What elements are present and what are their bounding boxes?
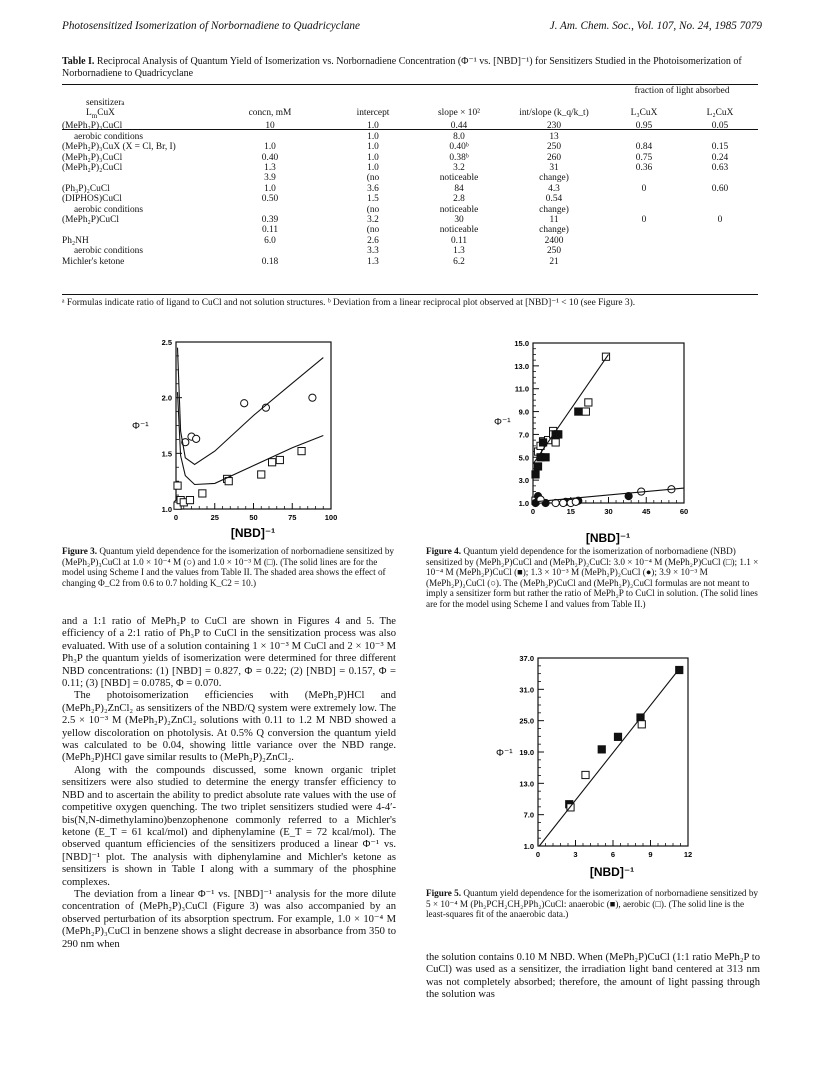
data-point-open-square [258, 471, 265, 478]
data-point-open-square [582, 408, 589, 415]
fig3-ylabel: Φ⁻¹ [132, 421, 149, 432]
table-header-slope: slope × 10² [438, 108, 480, 118]
table-cell: 0.50 [261, 194, 279, 205]
y-tick-label: 7.0 [523, 810, 534, 820]
table-header-l3cux: L₃CuX [630, 108, 658, 118]
y-tick-label: 1.5 [161, 449, 172, 459]
table-cell-sensitizer: (MePh₂P)₂CuCl [62, 162, 123, 173]
table-cell: 1.3 [453, 246, 465, 257]
y-tick-label: 3.0 [518, 476, 529, 486]
table-header-l2cux: L₂CuX [706, 108, 734, 118]
data-point-filled-square [532, 471, 539, 478]
table-cell: 13 [549, 131, 559, 142]
table-cell-sensitizer: aerobic conditions [74, 204, 143, 215]
data-point-open-square [269, 459, 276, 466]
figure-3-caption [62, 546, 396, 588]
y-tick-label: 9.0 [518, 407, 529, 417]
table-caption-label: Table I. [62, 56, 95, 67]
table-row [62, 246, 758, 256]
x-tick-label: 0 [173, 513, 179, 522]
table-row [62, 236, 758, 246]
data-point-filled-square [614, 733, 621, 740]
table-cell: 1.0 [264, 142, 276, 153]
table-cell: (no [366, 204, 380, 215]
y-tick-label: 13.0 [519, 779, 534, 789]
body-paragraph: the solution contains 0.10 M NBD. When (MePh₂P)CuCl (1:1 ratio MePh₂P to CuCl) was used as a sensitizer, the irradiation light band centered at 313 nm was not completely absorbed; therefore, the amount of light passing through the solution was [426, 952, 760, 1001]
table-cell: 0.44 [450, 121, 468, 132]
table-cell: 0.38ᵇ [449, 152, 469, 163]
table-row [62, 225, 758, 235]
table-cell: 250 [546, 142, 562, 153]
table-cell: noticeable [439, 204, 479, 215]
fig4-xlabel: [NBD]⁻¹ [585, 531, 631, 545]
table-cell: 11 [549, 214, 559, 225]
table-cell: 0 [641, 183, 647, 194]
table-cell: 0.54 [545, 194, 563, 205]
table-top-rule [62, 84, 758, 85]
data-point-filled-square [575, 408, 582, 415]
fit-line [533, 354, 609, 464]
body-left-column [62, 616, 396, 951]
table-cell-sensitizer [62, 225, 210, 235]
y-tick-label: 5.0 [518, 453, 529, 463]
table-cell [682, 225, 758, 235]
table-cell: 1.0 [367, 162, 379, 173]
table-cell-sensitizer: (MePh₂P)₃CuX (X = Cl, Br, I) [62, 142, 176, 153]
data-point-open-square [276, 456, 283, 463]
table-cell [606, 236, 682, 246]
table-cell: 6.2 [453, 256, 465, 267]
table-cell: 3.9 [264, 173, 276, 184]
y-tick-label: 2.0 [161, 393, 172, 403]
table-cell: 230 [546, 121, 562, 132]
y-tick-label: 25.0 [519, 716, 534, 726]
fig3-caption-label: Figure 3. [62, 546, 98, 556]
table-cell [682, 173, 758, 183]
table-cell: 3.6 [367, 183, 379, 194]
table-cell: noticeable [439, 173, 479, 184]
y-tick-label: 11.0 [514, 384, 529, 394]
y-tick-label: 2.5 [161, 338, 172, 347]
fig3-xlabel: [NBD]⁻¹ [230, 526, 276, 540]
running-header-journal: J. Am. Chem. Soc., Vol. 107, No. 24, 1985 7079 [549, 20, 762, 32]
figure-4-caption [426, 546, 760, 610]
data-point-open-circle [537, 496, 544, 503]
table-row [62, 132, 758, 142]
table-cell: 0.60 [711, 183, 729, 194]
data-point-open-circle [572, 498, 579, 505]
table-row [62, 257, 758, 267]
table-caption-text: Reciprocal Analysis of Quantum Yield of Isomerization vs. Norbornadiene Concentration (Φ⁻¹ vs. [NBD]⁻¹) for Sensitizers Studied in the Photoisomerization of Norbornadiene to Quadricyclane [62, 56, 742, 79]
data-point-filled-square [598, 746, 605, 753]
table-cell: 2400 [544, 235, 564, 246]
table-row [62, 153, 758, 163]
data-point-open-square [174, 482, 181, 489]
table-cell: 0.11 [450, 235, 468, 246]
data-point-open-circle [560, 499, 567, 506]
y-tick-label: 31.0 [519, 685, 534, 695]
table-cell: 260 [546, 152, 562, 163]
body-paragraph: and a 1:1 ratio of MePh₂P to CuCl are shown in Figures 4 and 5. The efficiency of a 2:1 ratio of Ph₃P to CuCl in the sensitization process was also evaluated. With use of a solution containing 1 × 10⁻³ M CuCl and 2 × 10⁻³ M Ph₃P the quantum yields of isomerization were determined for three different NBD concentrations: (1) [NBD] = 0.827, Φ = 0.22; (2) [NBD] = 0.157, Φ = 0.11; (3) [NBD] = 0.0785, Φ = 0.070. [62, 616, 396, 690]
x-tick-label: 75 [288, 513, 297, 522]
data-point-open-square [552, 439, 559, 446]
table-bottom-rule [62, 294, 758, 295]
table-cell [210, 205, 330, 215]
table-cell [682, 236, 758, 246]
table-cell [210, 132, 330, 142]
data-table [62, 86, 758, 267]
table-cell: (no [366, 173, 380, 184]
table-header-sensitizer: sensitizer$^a$ [86, 97, 125, 108]
data-point-open-square [602, 353, 609, 360]
table-cell: change) [539, 225, 569, 236]
table-row [62, 121, 758, 131]
table-cell: 0.40 [261, 152, 279, 163]
table-cell: 8.0 [453, 131, 465, 142]
table-cell: 1.0 [367, 142, 379, 153]
table-cell: 0.40ᵇ [449, 142, 469, 153]
table-cell: 0.84 [635, 142, 653, 153]
table-cell: 0.24 [711, 152, 729, 163]
table-cell: 0.95 [635, 121, 653, 132]
table-cell-sensitizer: (MePh₂P)CuCl [62, 214, 119, 225]
x-tick-label: 12 [683, 850, 693, 859]
table-cell [606, 225, 682, 235]
figure-5-chart [494, 648, 704, 880]
table-cell-sensitizer: Ph₂NH [62, 235, 89, 246]
table-row [62, 194, 758, 204]
data-point-open-square [298, 448, 305, 455]
x-tick-label: 0 [535, 850, 541, 859]
table-cell: 0.75 [635, 152, 653, 163]
fit-line [539, 671, 678, 847]
data-point-open-circle [309, 394, 316, 401]
table-cell: 3.3 [367, 246, 379, 257]
table-cell: 0.36 [635, 162, 653, 173]
x-tick-label: 9 [648, 850, 653, 859]
table-cell: 30 [454, 214, 464, 225]
x-tick-label: 30 [604, 507, 613, 516]
fig5-caption-text: Quantum yield dependence for the isomerization of norbornadiene sensitized by 5 × 10⁻⁴ M (Ph₂PCH₂CH₂PPh₂)CuCl: anaerobic (■), aerobic (□). (The solid line is the least-squares fit of the anaerobic data.) [426, 888, 759, 920]
table-cell: 1.3 [264, 162, 276, 173]
table-group-header: fraction of light absorbed [634, 86, 730, 96]
table-cell: change) [539, 204, 569, 215]
body-right-column [426, 952, 760, 1002]
table-cell-sensitizer: aerobic conditions [74, 246, 143, 257]
table-cell [682, 246, 758, 256]
data-point-open-square [585, 399, 592, 406]
fig5-xlabel: [NBD]⁻¹ [589, 865, 635, 879]
table-cell [682, 257, 758, 267]
table-cell: 31 [549, 162, 559, 173]
y-tick-label: 13.0 [514, 361, 529, 371]
x-tick-label: 50 [249, 513, 258, 522]
table-cell [606, 257, 682, 267]
data-point-open-square [186, 496, 193, 503]
x-tick-label: 25 [210, 513, 219, 522]
table-cell: 3.2 [367, 214, 379, 225]
table-cell [682, 205, 758, 215]
data-point-filled-square [542, 454, 549, 461]
fit-line [178, 348, 324, 465]
data-point-open-square [582, 771, 589, 778]
table-cell-sensitizer: (MePh₂P)₃CuCl [62, 121, 123, 132]
x-tick-label: 15 [566, 507, 575, 516]
x-tick-label: 100 [324, 513, 338, 522]
table-cell [210, 246, 330, 256]
table-cell: 84 [454, 183, 464, 194]
x-tick-label: 0 [530, 507, 536, 516]
table-row [62, 163, 758, 173]
table-row [62, 205, 758, 215]
table-row [62, 215, 758, 225]
fig4-caption-label: Figure 4. [426, 546, 462, 556]
body-paragraph: The deviation from a linear Φ⁻¹ vs. [NBD]⁻¹ analysis for the more dilute concentration of (MePh₂P)₃CuCl (Figure 3) was also accompanied by an observed perturbation of its absorption spectrum. For example, 1.0 × 10⁻⁴ M (MePh₂P)₃CuCl in benzene shows a slight decrease in absorbance from 350 to 290 nm when [62, 888, 396, 950]
table-row [62, 184, 758, 194]
table-cell-sensitizer: aerobic conditions [74, 131, 143, 142]
table-cell: 3.2 [453, 162, 465, 173]
table-cell [682, 132, 758, 142]
table-cell: 1.3 [367, 256, 379, 267]
table-row [62, 173, 758, 183]
x-tick-label: 45 [642, 507, 651, 516]
table-cell: 2.8 [453, 194, 465, 205]
table-cell [682, 194, 758, 204]
table-cell [606, 205, 682, 215]
body-paragraph: The photoisomerization efficiencies with (MePh₂P)HCl and (MePh₂P)₂ZnCl₂ as sensitizers of the NBD/Q system were extremely low. The 2.5 × 10⁻³ M (MePh₂P)₂ZnCl₂ solutions with 0.11 to 1.2 M NBD showed a yellow discoloration on photolysis. At 0.5% Q conversion the quantum yield was calculated to be 0.04, showing little variance over the NBD range. (MePh₂P)HCl gave similar results to (MePh₂P)₂ZnCl₂. [62, 690, 396, 764]
table-cell: 10 [265, 121, 275, 132]
table-cell-sensitizer: Michler's ketone [62, 256, 125, 267]
y-tick-label: 1.0 [523, 842, 534, 851]
table-cell [606, 132, 682, 142]
table-footnote: ᵃ Formulas indicate ratio of ligand to CuCl and not solution structures. ᵇ Deviation from a linear reciprocal plot observed at [NBD]⁻¹ < 10 (see Figure 3). [62, 298, 636, 308]
body-paragraph: Along with the compounds discussed, some known organic triplet sensitizers were also studied to determine the energy transfer efficiency to NBD and to ascertain the ability to predict absolute rate values with the use of competitive oxygen quenching. The two triplet sensitizers studied were 4-4′-bis(N,N-dimethylamino)benzophenone commonly referred to a Michler's ketone (E_T = 61 kcal/mol) and diphenylamine (E_T = 72 kcal/mol). The observed quantum efficiencies of the sensitizers produced a linear Φ⁻¹ vs. [NBD]⁻¹ plot. The analysis with diphenylamine and Michler's ketone as sensitizers is shown in Table I along with a summary of the phosphine complexes. [62, 764, 396, 888]
y-tick-label: 19.0 [519, 748, 534, 757]
table-cell: 4.3 [548, 183, 560, 194]
figure-4-chart [490, 333, 700, 545]
table-cell-sensitizer: (MePh₂P)₃CuCl [62, 152, 123, 163]
table-cell: 1.0 [367, 152, 379, 163]
table-cell: 0.15 [711, 142, 729, 153]
table-cell: 0 [717, 214, 723, 225]
table-cell: 250 [546, 246, 562, 257]
table-cell-sensitizer [62, 173, 210, 183]
table-cell [606, 194, 682, 204]
fig5-ylabel: Φ⁻¹ [496, 748, 513, 759]
data-point-open-square [199, 490, 206, 497]
table-cell: 6.0 [264, 235, 276, 246]
y-tick-label: 1.0 [518, 499, 529, 508]
y-tick-label: 7.0 [518, 430, 529, 440]
table-caption [62, 56, 758, 80]
table-cell: 1.0 [367, 121, 379, 132]
table-cell: 2.6 [367, 235, 379, 246]
table-cell: (no [366, 225, 380, 236]
y-tick-label: 37.0 [519, 654, 534, 663]
data-point-filled-square [534, 463, 541, 470]
fig4-caption-text: Quantum yield dependence for the isomerization of norbornadiene (NBD) sensitized by (MePh₂P)CuCl and (MePh₂P)₂CuCl: 3.0 × 10⁻⁴ M (MePh₂P)CuCl (□); 1.1 × 10⁻⁴ M (MePh₂P)CuCl (■); 1.3 × 10⁻³ M (MePh₂P)₂CuCl (●); 3.9 × 10⁻³ M (MePh₂P)₂CuCl (○). The (MePh₂P)CuCl and (MePh₂P)₂CuCl formulas are not meant to imply a sensitizer form but rather the ratio of MePh₂P to CuCl in solution. (The solid lines are for the model using Scheme I and values from Table II.) [426, 546, 759, 609]
table-cell: 0.18 [261, 256, 279, 267]
x-tick-label: 6 [610, 850, 616, 859]
y-tick-label: 1.0 [161, 505, 172, 514]
table-cell: change) [539, 173, 569, 184]
table-header-intercept: intercept [356, 108, 390, 118]
table-header-lmcux: $L_mCuX$ [86, 108, 115, 120]
table-cell: 1.0 [264, 183, 276, 194]
fig4-ylabel: Φ⁻¹ [494, 417, 511, 428]
data-point-open-square [638, 721, 645, 728]
fig5-caption-label: Figure 5. [426, 888, 462, 898]
figure-3-chart [120, 334, 360, 540]
table-cell: 0.05 [711, 121, 729, 132]
table-cell: 1.0 [367, 131, 379, 142]
data-point-open-circle [241, 400, 248, 407]
table-row [62, 142, 758, 152]
table-cell: 1.5 [367, 194, 379, 205]
table-cell: 21 [549, 256, 559, 267]
x-tick-label: 3 [573, 850, 578, 859]
table-cell [606, 246, 682, 256]
table-cell: 0.39 [261, 214, 279, 225]
figure-5-caption [426, 888, 760, 920]
y-tick-label: 15.0 [514, 339, 529, 348]
table-cell: 0.63 [711, 162, 729, 173]
table-cell: noticeable [439, 225, 479, 236]
plot-frame [533, 343, 684, 503]
data-point-open-circle [193, 435, 200, 442]
table-header-concn: concn, mM [248, 108, 292, 118]
x-tick-label: 60 [679, 507, 689, 516]
fig3-caption-text: Quantum yield dependence for the isomerization of norbornadiene sensitized by (MePh₂P)₃CuCl at 1.0 × 10⁻⁴ M (○) and 1.0 × 10⁻³ M (□). (The solid lines are for the model using Scheme I and the values from Table II. The shaded area shows the effect of changing Φ_C2 from 0.6 to 0.7 holding K_C2 = 10.) [62, 546, 395, 588]
table-cell [606, 173, 682, 183]
table-cell: 0 [641, 214, 647, 225]
table-cell-sensitizer: (Ph₃P)₂CuCl [62, 183, 110, 194]
table-cell: 0.11 [261, 225, 279, 236]
table-cell-sensitizer: (DIPHOS)CuCl [62, 194, 122, 205]
table-header-int-slope: int/slope (k_q/k_t) [519, 108, 589, 118]
running-header-title: Photosensitized Isomerization of Norbornadiene to Quadricyclane [62, 20, 360, 32]
